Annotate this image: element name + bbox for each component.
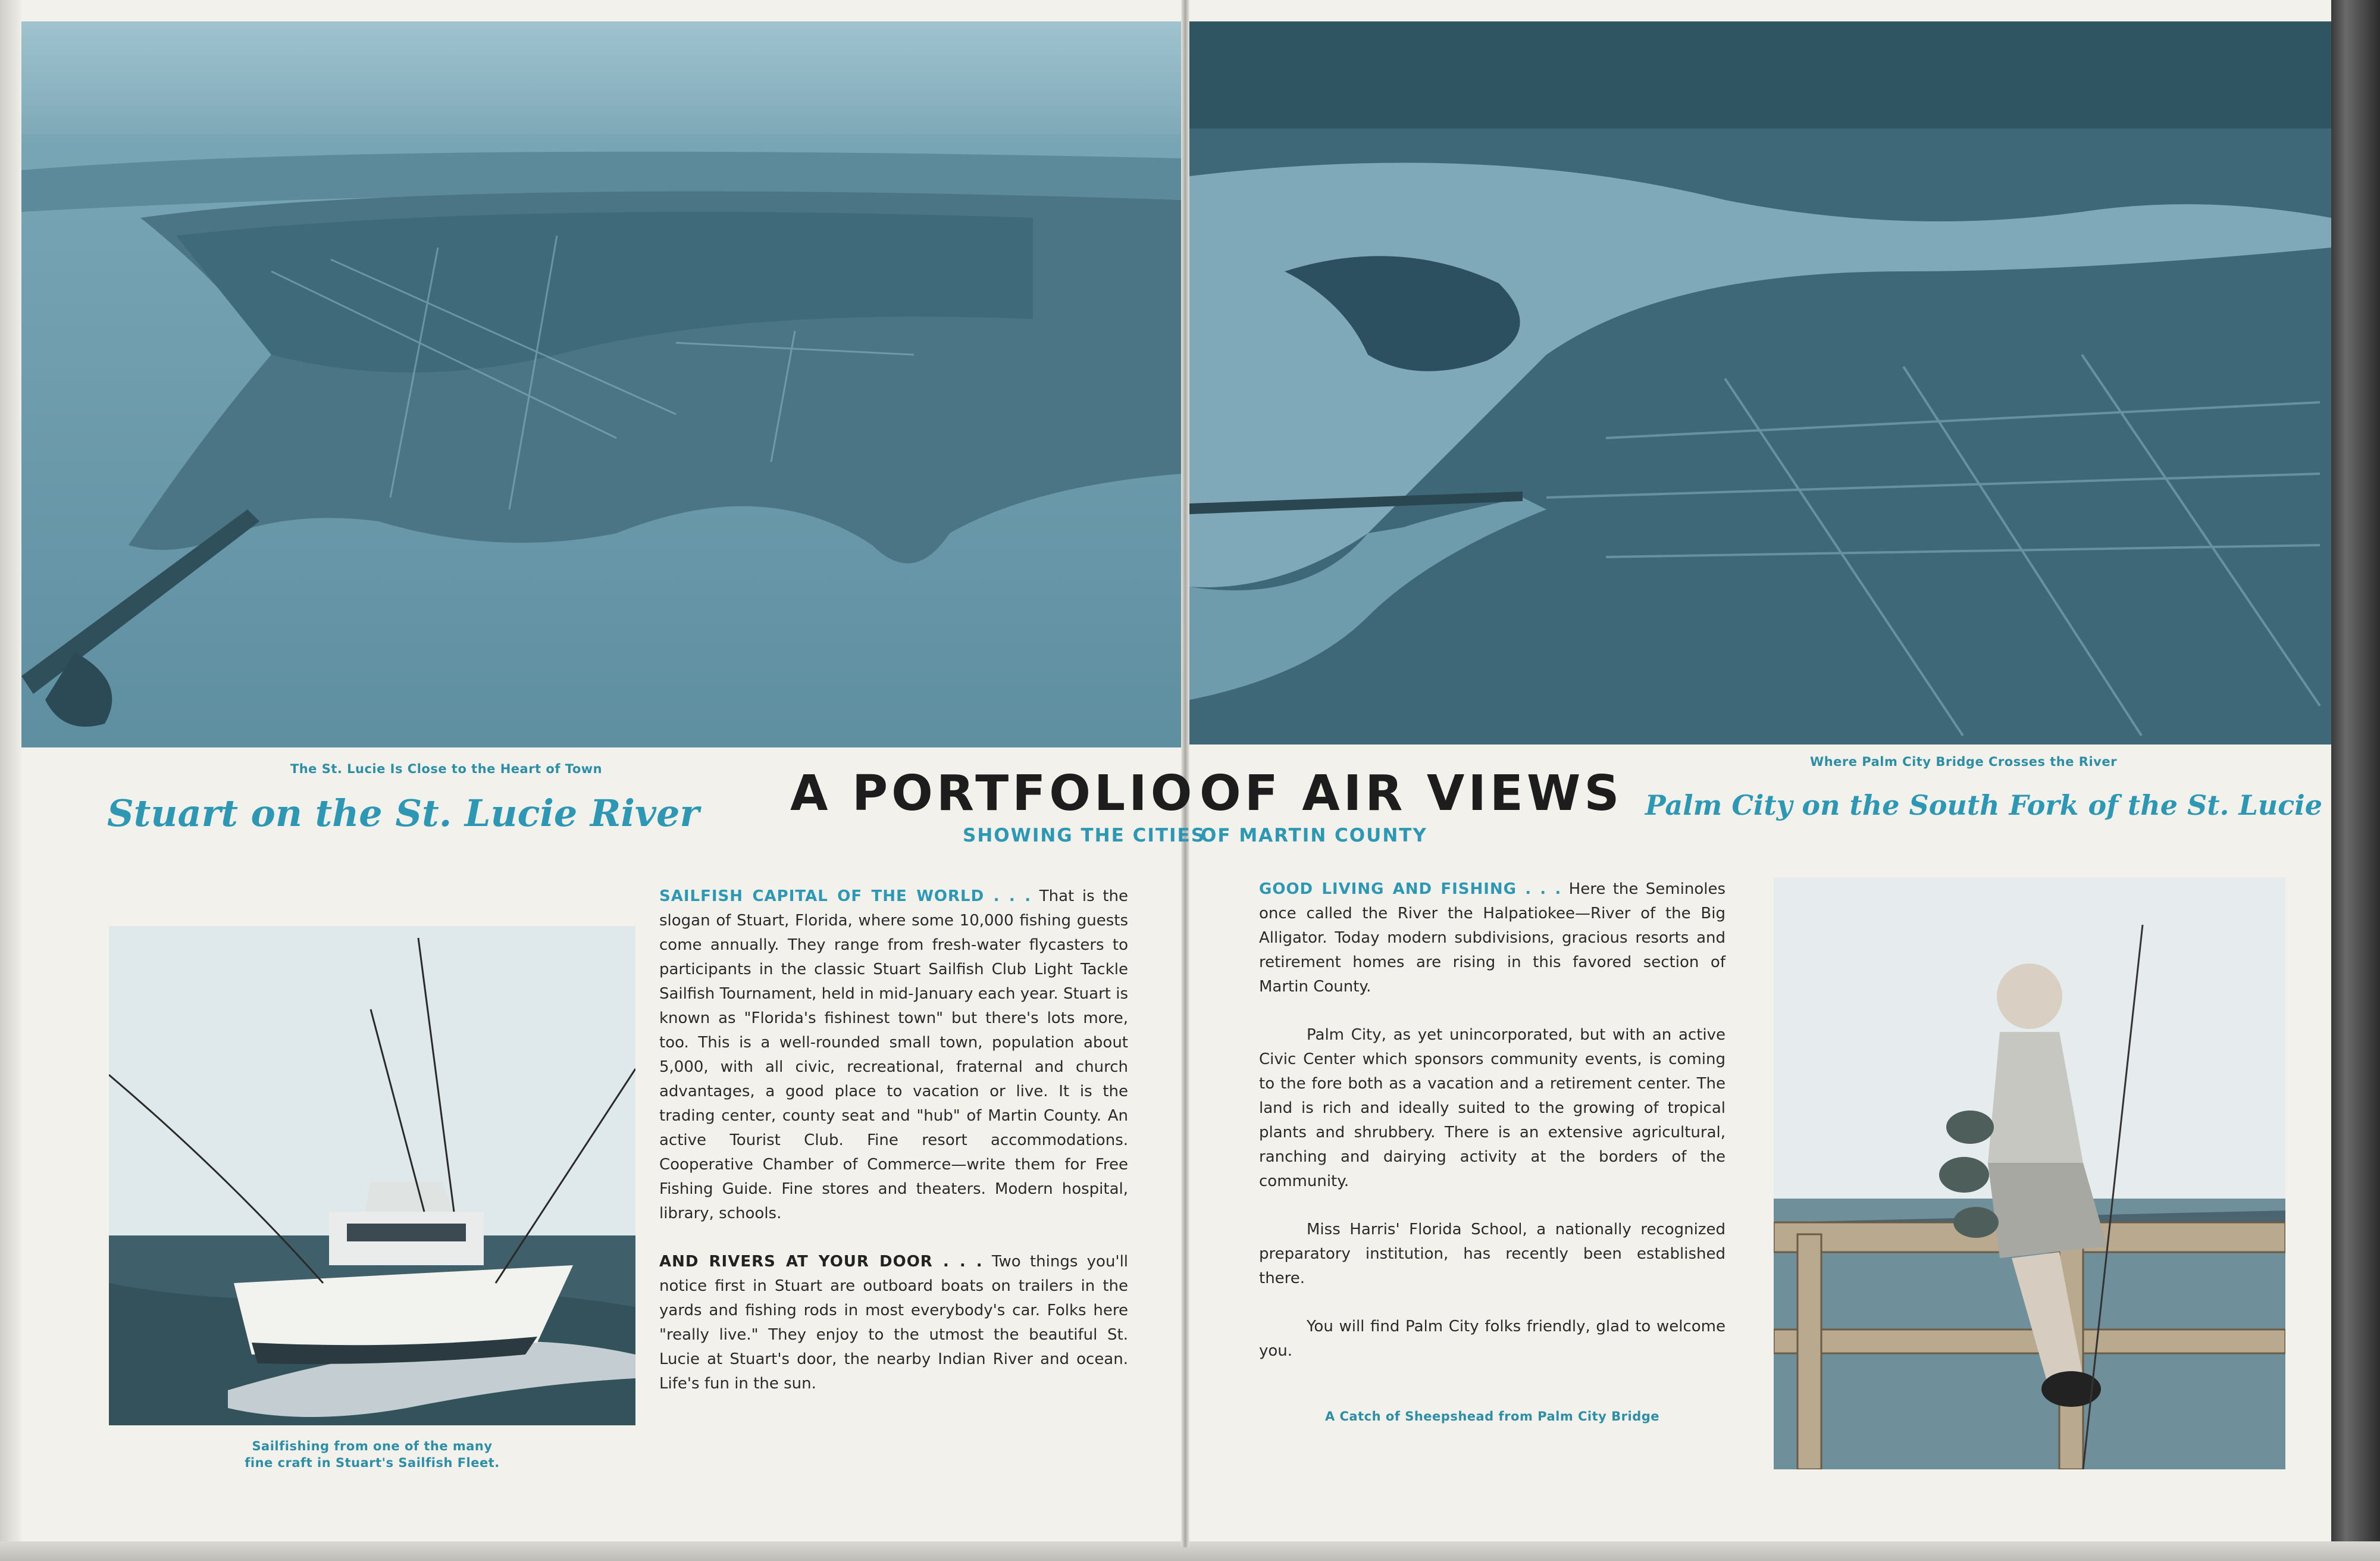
stuart-script-title: Stuart on the St. Lucie River (107, 792, 700, 835)
rivers-at-door-lead: AND RIVERS AT YOUR DOOR . . . (659, 1253, 983, 1271)
friendly-folks-paragraph: You will find Palm City folks friendly, glad to welcome you. (1259, 1318, 1726, 1360)
sheepshead-caption: A Catch of Sheepshead from Palm City Bridge (1324, 1409, 1660, 1424)
subhead-left: SHOWING THE CITIES (963, 825, 1206, 846)
good-living-text: Here the Seminoles once called the River the Halpatiokee—River of the Big Alligator. Today modern subdivisions, gracious resorts and retirement homes are rising in this favored section of Martin County. (1259, 880, 1726, 996)
stuart-aerial-photo (21, 21, 1182, 747)
palm-city-body-text (1259, 877, 1726, 1387)
page-edge-bottom (0, 1541, 2380, 1561)
headline-right: OF AIR VIEWS (1200, 765, 1623, 822)
stuart-aerial-caption: The St. Lucie Is Close to the Heart of Town (290, 762, 603, 776)
subhead-right: OF MARTIN COUNTY (1201, 825, 1427, 846)
page-edge-right (2331, 0, 2380, 1561)
boy-fishing-photo (1774, 877, 2285, 1469)
boat-caption-line1: Sailfishing from one of the many (252, 1439, 493, 1453)
palm-city-script-title: Palm City on the South Fork of the St. Lucie (1645, 789, 2323, 821)
harris-school-paragraph: Miss Harris' Florida School, a nationally recognized preparatory institution, has recently been established there. (1259, 1221, 1726, 1287)
palm-city-aerial-caption: Where Palm City Bridge Crosses the River (1810, 755, 2117, 769)
civic-center-paragraph: Palm City, as yet unincorporated, but with an active Civic Center which sponsors community events, is coming to the fore both as a vacation and a retirement center. The land is rich and ideally suited to the growing of tropical plants and shrubbery. There is an extensive agricultural, ranching and dairying activity at the borders of the community. (1259, 1026, 1726, 1190)
sailfishing-boat-photo (109, 926, 635, 1425)
palm-city-aerial-photo (1189, 21, 2331, 744)
stuart-body-text (659, 884, 1128, 1420)
rivers-at-door-text: Two things you'll notice first in Stuart are outboard boats on trailers in the yards and fishing rods in most everybody's car. Folks here "really live." They enjoy to the utmost the beautiful St. Lucie at Stuart's door, the nearby Indian River and ocean. Life's fun in the sun. (659, 1253, 1129, 1393)
good-living-lead: GOOD LIVING AND FISHING . . . (1259, 880, 1562, 898)
headline-left: A PORTFOLIO (790, 765, 1196, 822)
page-edge-left (0, 0, 21, 1561)
sailfish-capital-text: That is the slogan of Stuart, Florida, where some 10,000 fishing guests come annually. They range from fresh-water flycasters to participants in the classic Stuart Sailfish Club Light Tackle Sailfish Tournament, held in mid-January each year. Stuart is known as "Florida's fishinest town" but there's lots more, too. This is a well-rounded small town, population about 5,000, with all civic, recreational, fraternal and church advantages, a good place to vacation or live. It is the trading center, county seat and "hub" of Martin County. An active Tourist Club. Fine resort accommodations. Cooperative Chamber of Commerce—write them for Free Fishing Guide. Fine stores and theaters. Modern hospital, library, schools. (659, 887, 1128, 1222)
boat-caption-line2: fine craft in Stuart's Sailfish Fleet. (245, 1456, 500, 1470)
sailfish-capital-lead: SAILFISH CAPITAL OF THE WORLD . . . (659, 887, 1032, 905)
